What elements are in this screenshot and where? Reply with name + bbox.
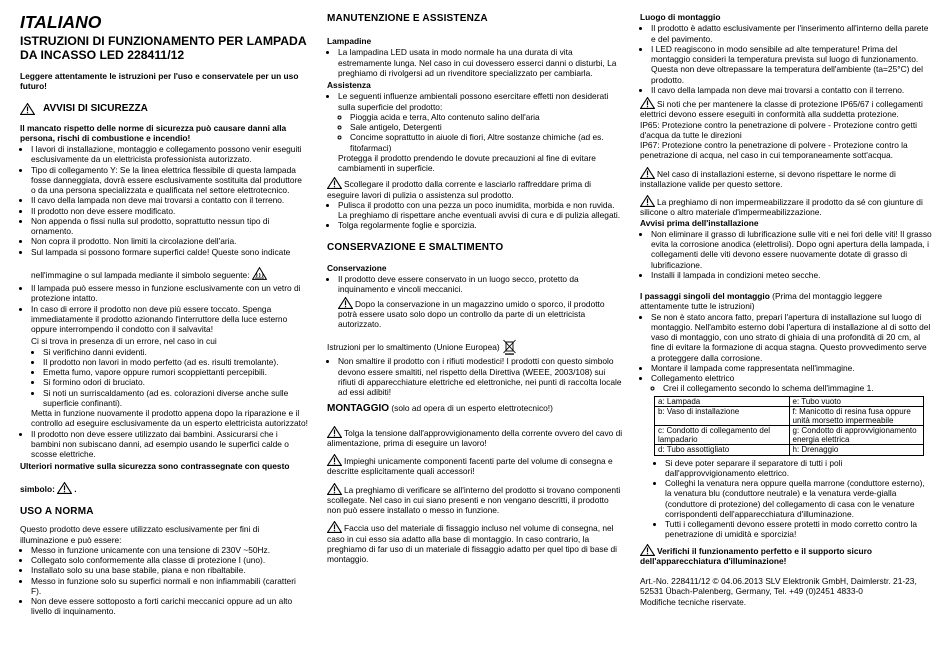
danger-list [31,347,308,409]
conservation-note: Dopo la conservazione in un magazzino umido o sporco, il prodotto potrà essere usato solo dopo un controllo da parte di un elettricista autorizzato. [338,298,605,330]
conservation-heading: Conservazione [327,262,387,273]
mounting-warning: La preghiamo di verificare se all'interno del prodotto si trovano componenti scollegate. Nel caso in cui siano presenti e non vengano descritti, il prodotto non può essere installato o messo in funzione. [327,484,621,516]
warning-triangle-icon [57,482,72,494]
storage-heading: CONSERVAZIONE E SMALTIMENTO [327,241,504,253]
list-item: • Si formino odori di bruciato. [43,377,308,387]
table-row [655,396,924,406]
mounting-heading: MONTAGGIO (solo ad opera di un esperto elettrotecnico!) [327,403,553,415]
warning-triangle-icon [20,103,35,115]
influences-list [338,112,624,153]
hot-surface-text: Sul lampada si possono formare superfici calde! Queste sono indicate [31,246,291,257]
list-item: • I lavori di installazione, montaggio e collegamento possono venir eseguiti esclusivamente da un elettricista professionista autorizzato. [31,144,308,165]
outdoor-note: Nel caso di installazioni esterne, si devono rispettare le norme di installazione valide per questo settore. [640,168,896,189]
children-list [20,429,308,460]
table-cell: b: Vaso di installazione [655,406,790,425]
list-item: • Messo in funzione unicamente con una tensione di 230V ~50Hz. [31,545,308,555]
lamps-heading: Lampadine [327,36,372,47]
list-item: • Messo in funzione solo su superfici normali e non infiammabili (caratteri F). [31,576,308,597]
ip65-text: IP65: Protezione contro la penetrazione di polvere - Protezione contro getti d'acqua da tutte le direzioni [640,119,918,140]
list-item: • In caso di errore il prodotto non deve più essere toccato. Spenga immediatamente il prodotto azionando l'interruttore della luce esterno oppure interrompendo il condotto con il salvavita! [31,304,308,335]
after-connection-list [640,458,933,540]
disposal-heading: Istruzioni per lo smaltimento (Unione Europea) [327,339,624,355]
list-item: • Il prodotto non deve essere modificato. [31,206,308,216]
warning-triangle-icon [338,297,353,309]
list-item: • Emetta fumo, vapore oppure rumori scoppiettanti percepibili. [43,367,308,377]
intro-text: Leggere attentamente le istruzioni per l'uso e conservatele per un uso futuro! [20,71,299,92]
ip67-text: IP67: Protezione contro la penetrazione di polvere - Protezione contro la penetrazione di acqua, nel caso in cui temporaneamente sott'acqua. [640,140,908,161]
list-item: • Tipo di collegamento Y: Se la linea elettrica flessibile di questa lampada fosse danneggiata, dovrà essere esclusivamente sostituita dal produttore o da una persona specializzata e qualificata nel settore elettrotecnico. [31,165,308,196]
location-heading: Luogo di montaggio [640,12,721,22]
list-item: • Non eliminare il grasso di lubrificazione sulle viti e nei fori delle viti! Il grasso evita la corrosione anodica (elettrolisi). Dopo ogni apertura della lampada, i collegamenti delle viti devono essere nuovamente dotate di grasso di lubrificazione. [651,229,933,270]
list-item: • Installi il lampada in condizioni meteo secche. [651,270,933,280]
warning-triangle-icon [640,544,655,556]
crossed-bin-icon [502,339,517,355]
table-row [655,426,924,445]
hot-surface-symbol-icon [252,267,267,283]
language-heading: ITALIANO [20,12,102,32]
list-item: • Il cavo della lampada non deve mai trovarsi a contatto con il terreno. [651,85,933,95]
list-item: • Si verifichino danni evidenti. [43,347,308,357]
use-heading: USO A NORMA [20,506,94,518]
ip-note: Si noti che per mantenere la classe di protezione IP65/67 i collegamenti elettrici devono essere eseguiti in conformità alla suddetta protezione. [640,99,923,120]
further-safety-note: Ulteriori normative sulla sicurezza sono contrassegnate con questo simbolo: . [20,461,290,494]
list-item: • Il cavo della lampada non deve mai trovarsi a contatto con il terreno. [31,195,308,205]
list-item: • Il lampada può essere messo in funzione esclusivamente con un vetro di protezione intatto. [31,283,308,304]
list-item: • Il prodotto non lavori in modo perfetto (ad es. risulti tremolante). [43,357,308,367]
column-middle [327,0,624,570]
list-item: • Si deve poter separare il separatore di tutti i poli dall'approvvigionamento elettrico. [665,458,933,479]
verify-note: Verifichi il funzionamento perfetto e il supporto sicuro dell'apparecchiatura d'illuminazione! [640,545,872,566]
list-item: ◦ Sale antigelo, Detergenti [350,122,624,132]
safety-lead: Il mancato rispetto delle norme di sicurezza può causare danni alla persona, rischi di combustione e incendio! [20,122,287,143]
footer-imprint: Art.-No. 228411/12 © 04.06.2013 SLV Elektronik GmbH, Daimlerstr. 21-23, 52531 Übach-Palenberg, Germany, Tel. +49 (0)2451 4833-0 [640,576,917,597]
table-cell: h: Drenaggio [789,445,924,455]
footer-note: Modifiche tecniche riservate. [640,596,747,607]
list-item: • Colleghi la venatura nera oppure quella marrone (conduttore esterno), la venatura blu (conduttore neutrale) e la venatura verde-gialla (conduttore di protezione) del collegamento di casa con le venature corrispondenti dell'apparecchiatura d'illuminazione. [665,478,933,519]
danger-lead: Ci si trova in presenza di un errore, nel caso in cui [31,336,217,347]
footer [640,576,933,607]
list-item: • Tolga regolarmente foglie e sporcizia. [338,220,624,230]
location-list [640,23,933,95]
list-item: • Installato solo su una base stabile, piana e non ribaltabile. [31,565,308,575]
disposal-list [327,356,624,397]
list-item: • Se non è stato ancora fatto, prepari l'apertura di installazione sul luogo di montaggio. Nell'ambito esterno dobi l'apertura di installazione al di sotto del vaso di montaggio, con uno strato di ghiaia di una profondità di 20 cm, al fine di evitare la formazione di acqua stagna. Questo provvedimento serve a proteggere dalla corrosione. [651,312,933,363]
mounting-warning: Impieghi unicamente componenti facenti parte del volume di consegna e descritte esplicitamente quali accessori! [327,456,613,477]
list-item: • Collegato solo conformemente alla classe di protezione I (uno). [31,555,308,565]
danger-after: Metta in funzione nuovamente il prodotto appena dopo la riparazione e il controllo ad eseguire esclusivamente da un esperto elettricista autorizzato! [31,408,308,429]
table-cell: f: Manicotto di resina fusa oppure unità morsetto impermeabile [789,406,924,425]
table-cell: a: Lampada [655,396,790,406]
steps-list [640,312,933,394]
list-item: • Le seguenti influenze ambientali possono esercitare effetti non desiderati sulla superficie del prodotto: ◦ Pioggia acida e terra, Alto contenuto salino dell'aria ◦ Sale antigelo, Detergenti ◦ Concime soprattutto in aiuole di fiori, Altre sostanze chimiche (ad es. fitofarmaci) Protegga il prodotto prendendo le dovute precauzioni al fine di evitare cambiamenti in superficie. [338,91,624,173]
warning-triangle-icon [327,483,342,495]
list-item: ◦ Pioggia acida e terra, Alto contenuto salino dell'aria [350,112,624,122]
list-item [31,247,308,284]
table-cell: c: Condotto di collegamento del lampadario [655,426,790,445]
warning-triangle-icon [640,195,655,207]
list-item: • I LED reagiscono in modo sensibile ad alte temperature! Prima del montaggio consideri la temperatura prevista sul luogo di funzionamento. Questa non deve oltrepassare la temperatura dell'ambiente (ta=25°C) del prodotto. [651,44,933,85]
list-item: • Il prodotto non deve essere utilizzato dai bambini. Assicurarsi che i bambini non subiscano danni, ad esempio usando le superfici calde o scosse elettriche. [31,429,308,460]
wiring-legend-table [654,396,924,456]
cooling-note: Scollegare il prodotto dalla corrente e lasciarlo raffreddare prima di eseguire lavori di pulizia o assistenza sul prodotto. [327,179,592,200]
table-row [655,406,924,425]
warning-triangle-icon [640,97,655,109]
safety-heading [20,103,308,115]
list-item: • Non copra il prodotto. Non limiti la circolazione dell'aria. [31,236,308,246]
list-item: • Il prodotto deve essere conservato in un luogo secco, protetto da inquinamento e vincoli meccanici. [338,274,624,295]
list-item: • Pulisca il prodotto con una pezza un poco inumidita, morbida e non ruvida. La preghiamo di rispettare anche eventuali avvisi di cura e di pulizia allegati. [338,200,624,221]
warning-triangle-icon [640,167,655,179]
silicone-note: La preghiamo di non impermeabilizzare il prodotto da sé con giunture di silicone o altro materiale d'impermeabilizzazione. [640,197,923,218]
mounting-warning: Tolga la tensione dall'approvvigionamento della corrente ovvero del cavo di alimentazione, prima di eseguire un lavoro! [327,427,623,448]
list-item: • Montare il lampada come rappresentata nell'immagine. [651,363,933,373]
use-list [20,545,308,617]
column-left [20,0,308,619]
warning-triangle-icon [327,177,342,189]
table-cell: d: Tubo assottigliato [655,445,790,455]
list-item: • Tutti i collegamenti devono essere protetti in modo corretto contro la penetrazione di umidità e sporcizia! [665,519,933,540]
before-install-list [640,229,933,280]
conservation-list [327,274,624,295]
hot-surface-text-2: nell'immagine o sul lampada mediante il simbolo seguente: [31,270,250,281]
steps-heading: I passaggi singoli del montaggio (Prima del montaggio leggere attentamente tutte le istruzioni) [640,291,883,312]
before-install-heading: Avvisi prima dell'installazione [640,217,759,228]
list-item: • La lampadina LED usata in modo normale ha una durata di vita estremamente lunga. Nel caso in cui dovessero esserci danni o disturbi, La preghiamo di rivolgersi ad un rivenditore specializzato per cambiarla. [338,47,624,78]
mounting-warning: Faccia uso del materiale di fissaggio incluso nel volume di consegna, nel caso in cui esso sia adatto alla base di montaggio. In caso contrario, la preghiamo di far uso di un materiale di fissaggio adatto per quel tipo di base di montaggio. [327,523,618,565]
table-row [655,445,924,455]
list-item: • Non smaltire il prodotto con i rifiuti modestici! I prodotti con questo simbolo devono essere smaltiti, nel rispetto della Direttiva (WEEE, 2003/108) sui rifiuti di apparecchiature elettriche ed elettroniche, nei punti di raccolta locale ad essi adibiti! [338,356,624,397]
connection-list [651,383,933,393]
document-title: ISTRUZIONI DI FUNZIONAMENTO PER LAMPADA DA INCASSO LED 228411/12 [20,33,307,62]
danger-block [20,336,308,428]
maintenance-heading: MANUTENZIONE E ASSISTENZA [327,13,488,24]
cleaning-list [327,200,624,231]
table-cell: g: Condotto di approvvigionamento energia elettrica [789,426,924,445]
column-right [640,0,933,607]
assistance-list [327,91,624,173]
safety-heading-label: AVVISI DI SICUREZZA [43,102,148,114]
list-item: ◦ Crei il collegamento secondo lo schema dell'immagine 1. [663,383,933,393]
list-item: ◦ Concime soprattutto in aiuole di fiori, Altre sostanze chimiche (ad es. fitofarmaci) [350,132,624,153]
assistance-heading: Assistenza [327,80,371,91]
list-item: • Non appenda o fissi nulla sul prodotto, soprattutto nessun tipo di ornamento. [31,216,308,237]
use-lead: Questo prodotto deve essere utilizzato esclusivamente per fini di illuminazione e può essere: [20,524,260,545]
list-item: • Non deve essere sottoposto a forti carichi meccanici oppure ad un alto livello di inquinamento. [31,596,308,617]
warning-triangle-icon [327,454,342,466]
warning-triangle-icon [327,426,342,438]
lamps-list [327,47,624,78]
list-item: • Il prodotto è adatto esclusivamente per l'inserimento all'interno della parete e del pavimento. [651,23,933,44]
table-cell: e: Tubo vuoto [789,396,924,406]
safety-list [20,144,308,334]
list-item: • Si noti un surriscaldamento (ad es. colorazioni diverse anche sulle superficie confinanti). [43,388,308,409]
list-item: • Collegamento elettrico ◦ Crei il collegamento secondo lo schema dell'immagine 1. [651,373,933,394]
warning-triangle-icon [327,521,342,533]
